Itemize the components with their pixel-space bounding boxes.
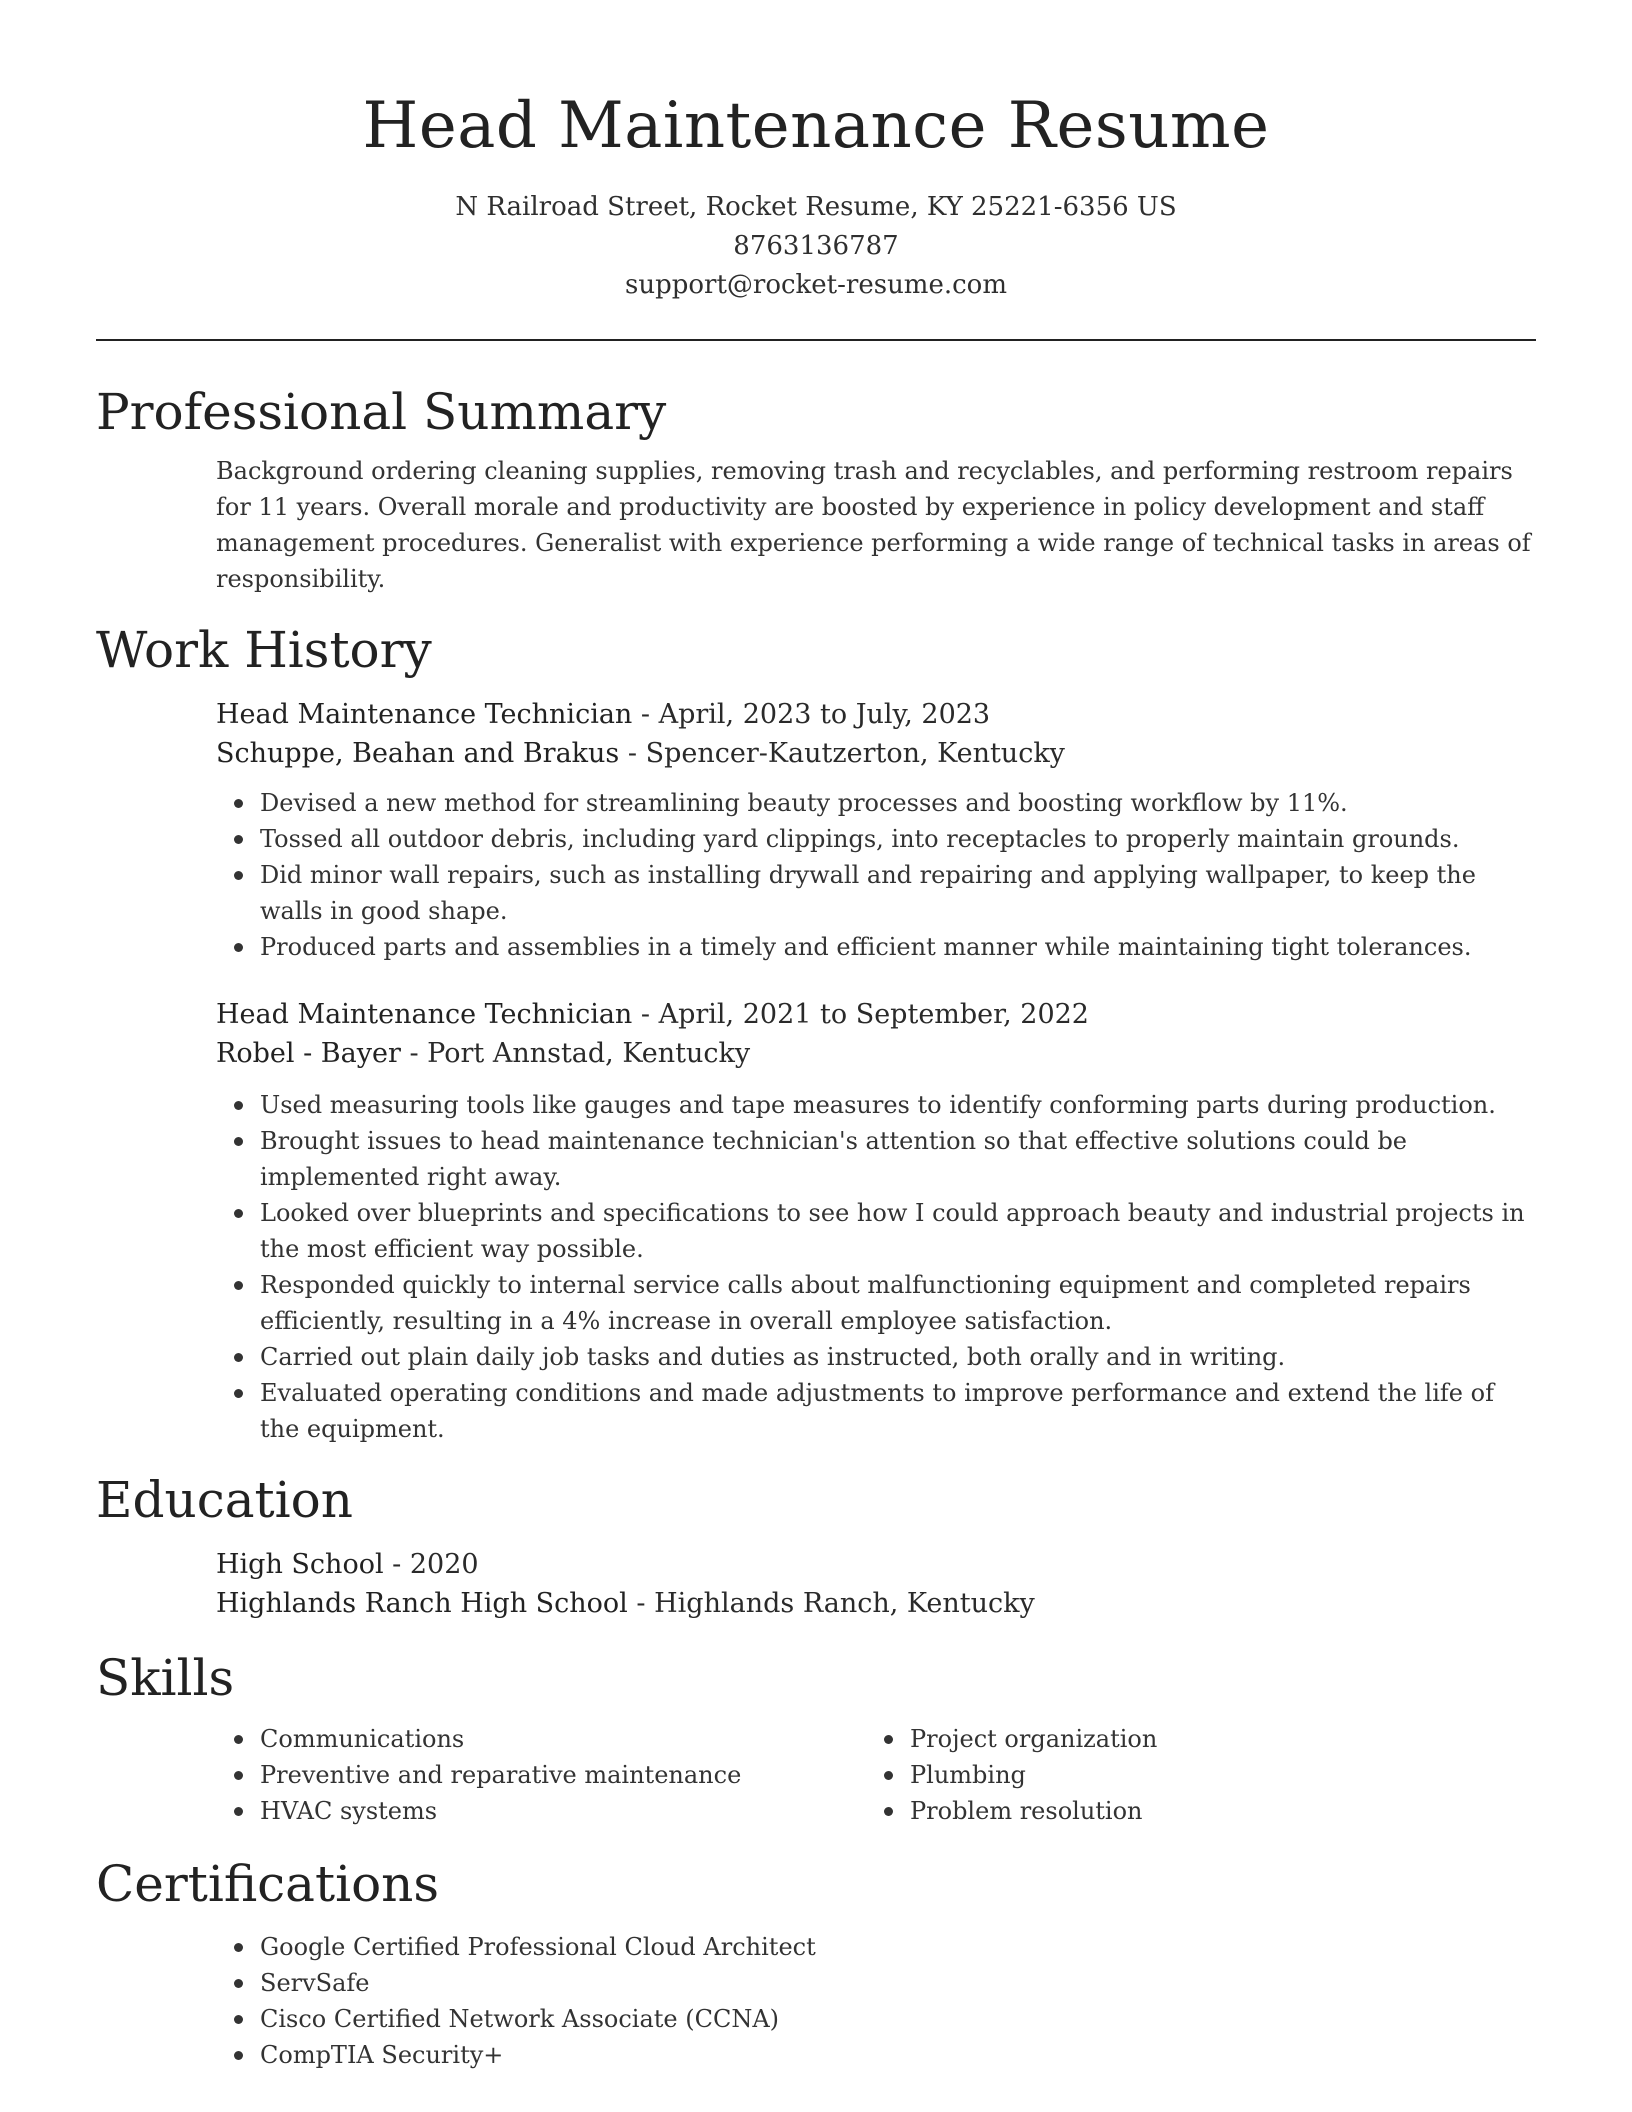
list-item: Carried out plain daily job tasks and duties as instructed, both orally and in writing.: [260, 1339, 1536, 1375]
list-item: Produced parts and assemblies in a timely and efficient manner while maintaining tight tolerances.: [260, 929, 1536, 965]
skills-column-left: [216, 1721, 866, 1829]
list-item: Cisco Certified Network Associate (CCNA): [260, 2001, 1536, 2037]
job-dates: - April, 2023 to July, 2023: [632, 699, 991, 730]
job-dates: - April, 2021 to September, 2022: [632, 999, 1089, 1030]
job-location: - Port Annstad, Kentucky: [400, 1038, 751, 1069]
education-entry: [216, 1545, 1536, 1623]
list-item: HVAC systems: [260, 1793, 866, 1829]
certifications-heading: Certifications: [96, 1855, 440, 1913]
job-company: Robel - Bayer: [216, 1038, 401, 1069]
header-divider: [96, 339, 1536, 341]
resume-title: Head Maintenance Resume: [362, 89, 1270, 163]
list-item: Evaluated operating conditions and made adjustments to improve performance and extend the life of the equipment.: [260, 1375, 1536, 1447]
job-bullets: [216, 785, 1536, 965]
education-year: - 2020: [383, 1549, 479, 1580]
education-degree: High School: [216, 1549, 384, 1580]
list-item: Tossed all outdoor debris, including yard clippings, into receptacles to properly maintain grounds.: [260, 821, 1536, 857]
education-location: - Highlands Ranch, Kentucky: [627, 1588, 1035, 1619]
job-entry: [216, 695, 1536, 965]
list-item: Preventive and reparative maintenance: [260, 1757, 866, 1793]
certifications-list: [216, 1929, 1536, 2073]
education-degree-line: [216, 1545, 1536, 1584]
job-entry: [216, 995, 1536, 1447]
list-item: Looked over blueprints and specifications to see how I could approach beauty and industrial projects in the most efficient way possible.: [260, 1195, 1536, 1267]
skills-grid: [216, 1721, 1536, 1829]
list-item: ServSafe: [260, 1965, 1536, 2001]
list-item: Communications: [260, 1721, 866, 1757]
list-item: Google Certified Professional Cloud Architect: [260, 1929, 1536, 1965]
job-company: Schuppe, Beahan and Brakus: [216, 738, 620, 769]
list-item: Plumbing: [910, 1757, 1516, 1793]
education-school-line: [216, 1584, 1536, 1623]
list-item: Responded quickly to internal service calls about malfunctioning equipment and completed repairs efficiently, resulting in a 4% increase in overall employee satisfaction.: [260, 1267, 1536, 1339]
job-company-line: [216, 734, 1536, 773]
list-item: Project organization: [910, 1721, 1516, 1757]
summary-text: Background ordering cleaning supplies, removing trash and recyclables, and performing restroom repairs for 11 years. Overall morale and productivity are boosted by experience in policy development and staff management procedures. Generalist with experience performing a wide range of technical tasks in areas of responsibility.: [216, 457, 1531, 593]
phone: 8763136787: [733, 231, 899, 261]
work-history-heading: Work History: [96, 621, 432, 679]
education-school: Highlands Ranch High School: [216, 1588, 628, 1619]
job-title-line: [216, 695, 1536, 734]
list-item: Brought issues to head maintenance technician's attention so that effective solutions could be implemented right away.: [260, 1123, 1536, 1195]
list-item: Did minor wall repairs, such as installing drywall and repairing and applying wallpaper, to keep the walls in good shape.: [260, 857, 1536, 929]
job-bullets: [216, 1087, 1536, 1447]
job-company-line: [216, 1034, 1536, 1073]
education-heading: Education: [96, 1471, 353, 1529]
list-item: Problem resolution: [910, 1793, 1516, 1829]
summary-heading: Professional Summary: [96, 383, 667, 441]
skills-heading: Skills: [96, 1649, 235, 1707]
list-item: Used measuring tools like gauges and tape measures to identify conforming parts during production.: [260, 1087, 1536, 1123]
certifications-entry: [216, 1929, 1536, 2073]
list-item: Devised a new method for streamlining beauty processes and boosting workflow by 11%.: [260, 785, 1536, 821]
skills-list-left: [216, 1721, 866, 1829]
skills-column-right: [866, 1721, 1516, 1829]
list-item: CompTIA Security+: [260, 2037, 1536, 2073]
contact-block: [96, 188, 1536, 305]
skills-list-right: [866, 1721, 1516, 1829]
email: support@rocket-resume.com: [624, 270, 1007, 300]
job-title-line: [216, 995, 1536, 1034]
job-role: Head Maintenance Technician: [216, 699, 633, 730]
job-location: - Spencer-Kautzerton, Kentucky: [619, 738, 1065, 769]
address: N Railroad Street, Rocket Resume, KY 25221-6356 US: [455, 192, 1177, 222]
job-role: Head Maintenance Technician: [216, 999, 633, 1030]
